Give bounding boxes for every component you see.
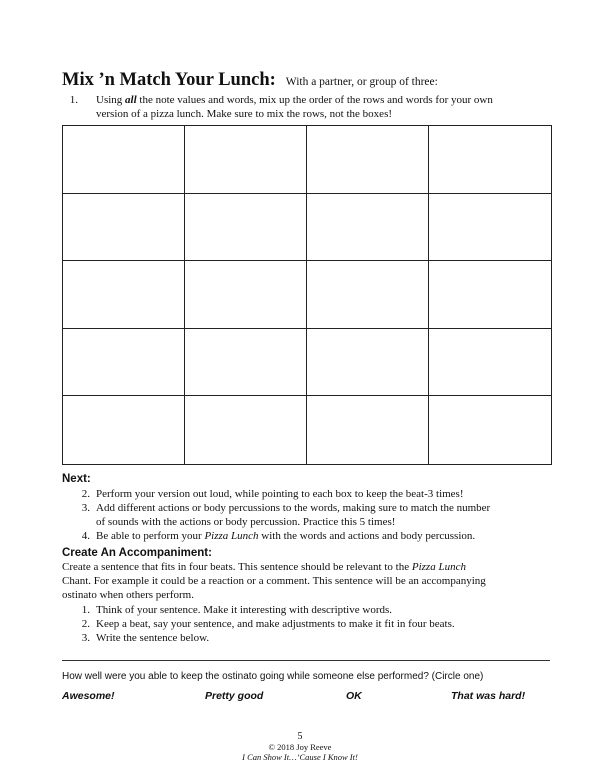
next-heading: Next: [62,473,91,485]
copyright: © 2018 Joy Reeve [268,742,332,752]
accompaniment-line1: Create a sentence that fits in four beats. This sentence should be relevant to the Pizza Lunch [62,561,466,573]
step-text-line2: of sounds with the actions or body percussion. Practice this 5 times! [96,516,396,528]
option-awesome[interactable]: Awesome! [62,690,115,702]
grid-cell[interactable] [429,396,551,464]
grid-cell[interactable] [185,261,307,329]
grid-cell[interactable] [63,194,185,262]
grid-cell[interactable] [63,261,185,329]
next-step-4 [62,529,562,543]
grid-cell[interactable] [307,396,429,464]
sentence-writing-line[interactable] [62,660,550,661]
step-number: 3. [81,502,90,514]
grid-cell[interactable] [63,126,185,194]
next-step-2 [62,487,562,501]
page-subtitle: With a partner, or group of three: [285,76,438,88]
grid-cell[interactable] [63,329,185,397]
step-text: Think of your sentence. Make it interesting with descriptive words. [96,604,393,616]
page-number: 5 [297,731,303,742]
option-that-was-hard[interactable]: That was hard! [451,690,526,702]
option-pretty-good[interactable]: Pretty good [205,690,264,702]
next-step-3 [62,501,562,529]
step-number: 4. [81,530,90,542]
step-text: Keep a beat, say your sentence, and make adjustments to make it fit in four beats. [96,618,455,630]
footer-tagline: I Can Show It…’Cause I Know It! [242,752,358,762]
step-number: 2. [81,488,90,500]
step-text: Write the sentence below. [96,632,210,644]
grid-cell[interactable] [429,126,551,194]
grid-cell[interactable] [63,396,185,464]
accompaniment-heading: Create An Accompaniment: [62,547,212,559]
grid-cell[interactable] [307,126,429,194]
instruction-step-1 [62,93,562,123]
step-text-line2: version of a pizza lunch. Make sure to mix the rows, not the boxes! [96,108,393,120]
option-ok[interactable]: OK [346,690,362,702]
grid-cell[interactable] [185,126,307,194]
grid-cell[interactable] [429,329,551,397]
accompaniment-line2: Chant. For example it could be a reaction or a comment. This sentence will be an accompanying [62,575,486,587]
step-text: Perform your version out loud, while pointing to each box to keep the beat-3 times! [96,488,464,500]
grid-cell[interactable] [185,396,307,464]
title-line [62,70,438,91]
accompaniment-step-3 [62,631,562,645]
grid-cell[interactable] [307,194,429,262]
grid-cell[interactable] [307,329,429,397]
step-text: Be able to perform your Pizza Lunch with the words and actions and body percussion. [96,530,476,542]
grid-cell[interactable] [185,329,307,397]
step-number: 2. [81,618,90,630]
grid-cell[interactable] [429,194,551,262]
self-assessment-question: How well were you able to keep the ostinato going while someone else performed? (Circle one) [62,671,484,682]
grid-cell[interactable] [307,261,429,329]
page-title: Mix ’n Match Your Lunch: [62,70,276,90]
accompaniment-step-2 [62,617,562,631]
grid-cell[interactable] [429,261,551,329]
accompaniment-step-1 [62,603,562,617]
grid-cell[interactable] [185,194,307,262]
step-number: 1. [81,604,90,616]
step-number: 3. [81,632,90,644]
step-number: 1. [69,94,78,106]
lunch-grid [62,125,552,465]
step-text-line1: Add different actions or body percussions to the words, making sure to match the number [96,502,491,514]
step-text-line1: Using all the note values and words, mix up the order of the rows and words for your own [96,94,493,106]
accompaniment-line3: ostinato when others perform. [62,589,194,601]
page-footer [0,732,600,762]
